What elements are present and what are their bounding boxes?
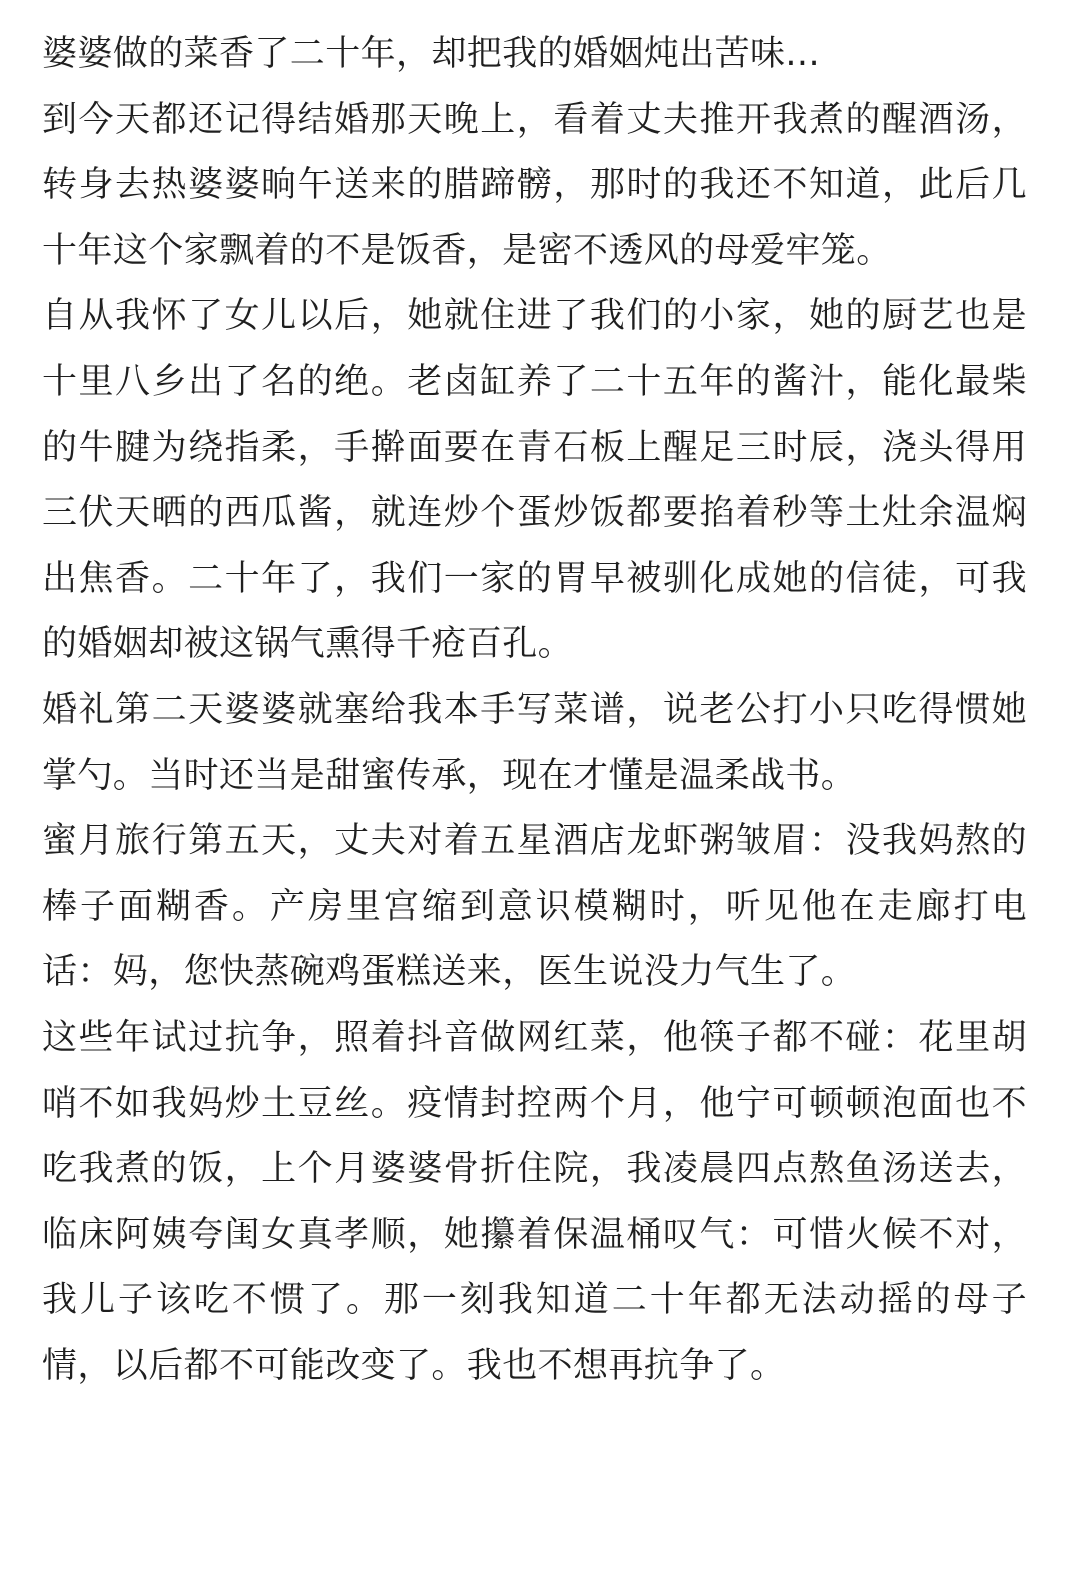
post-paragraph: 到今天都还记得结婚那天晚上，看着丈夫推开我煮的醒酒汤，转身去热婆婆晌午送来的腊蹄髈，那时的我还不知道，此后几十年这个家飘着的不是饭香，是密不透风的母爱牢笼。	[42, 99, 1027, 271]
post-paragraph: 蜜月旅行第五天，丈夫对着五星酒店龙虾粥皱眉：没我妈熬的棒子面糊香。产房里宫缩到意识模糊时，听见他在走廊打电话：妈，您快蒸碗鸡蛋糕送来，医生说没力气生了。	[42, 821, 1027, 993]
post-paragraph: 这些年试过抗争，照着抖音做网红菜，他筷子都不碰：花里胡哨不如我妈炒土豆丝。疫情封控两个月，他宁可顿顿泡面也不吃我煮的饭，上个月婆婆骨折住院，我凌晨四点熬鱼汤送去，临床阿姨夸闺女真孝顺，她攥着保温桶叹气：可惜火候不对，我儿子该吃不惯了。那一刻我知道二十年都无法动摇的母子情，以后都不可能改变了。我也不想再抗争了。	[42, 1017, 1027, 1386]
post-title-line: 婆婆做的菜香了二十年，却把我的婚姻炖出苦味...	[42, 34, 820, 74]
post-paragraph: 自从我怀了女儿以后，她就住进了我们的小家，她的厨艺也是十里八乡出了名的绝。老卤缸养了二十五年的酱汁，能化最柴的牛腱为绕指柔，手擀面要在青石板上醒足三时辰，浇头得用三伏天晒的西瓜酱，就连炒个蛋炒饭都要掐着秒等土灶余温焖出焦香。二十年了，我们一家的胃早被驯化成她的信徒，可我的婚姻却被这锅气熏得千疮百孔。	[42, 296, 1027, 665]
post-body	[42, 22, 1027, 1399]
post-paragraph: 婚礼第二天婆婆就塞给我本手写菜谱，说老公打小只吃得惯她掌勺。当时还当是甜蜜传承，现在才懂是温柔战书。	[42, 689, 1027, 796]
